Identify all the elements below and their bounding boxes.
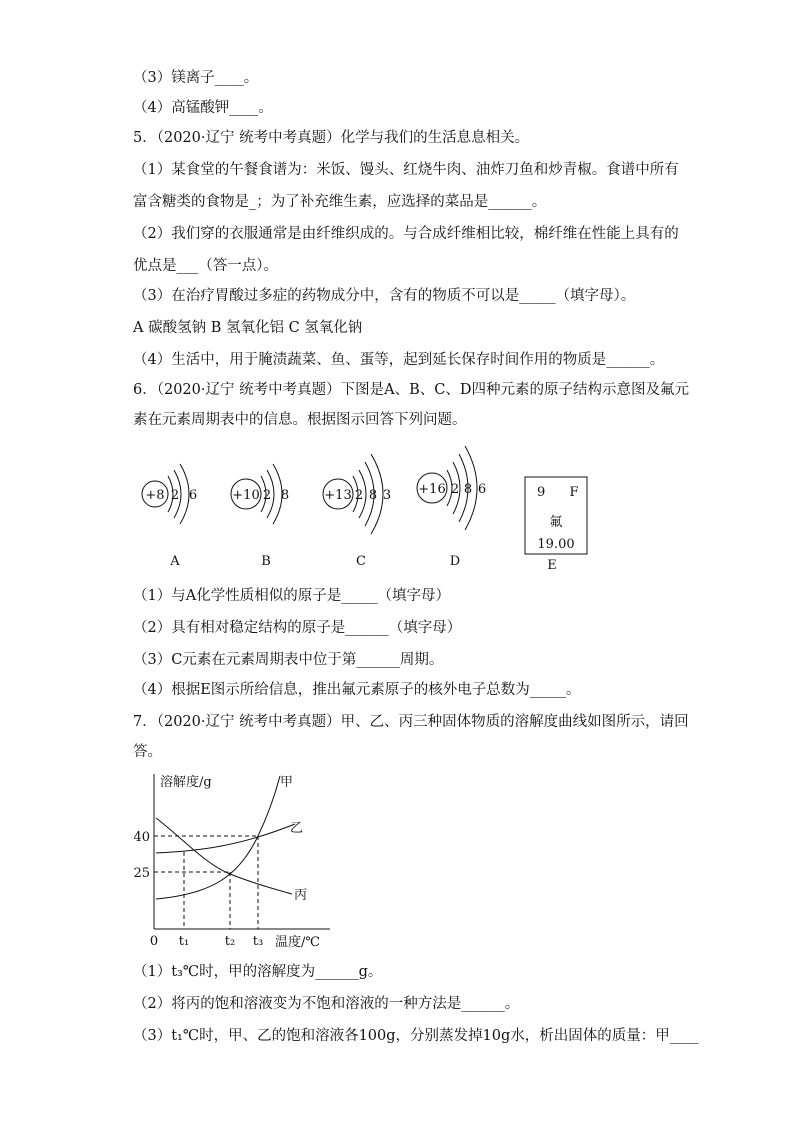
line-mg-ion: （3）镁离子____。 xyxy=(133,70,259,86)
shell-a-1: 2 xyxy=(170,488,180,503)
q5-1-line2: 富含糖类的食物是_；为了补充维生素，应选择的菜品是______。 xyxy=(133,194,547,210)
q6-3: （3）C元素在元素周期表中位于第______周期。 xyxy=(133,652,444,668)
atom-label-d: D xyxy=(449,554,461,569)
x-axis-label: 温度/℃ xyxy=(275,935,320,950)
shell-c-1: 2 xyxy=(354,488,364,503)
curve-jia xyxy=(156,776,280,899)
q7-title-line1: 7．（2020·辽宁 统考中考真题）甲、乙、丙三种固体物质的溶解度曲线如图所示，请回 xyxy=(133,714,689,730)
curve-yi xyxy=(156,824,295,853)
element-mass: 19.00 xyxy=(537,537,575,552)
line-kmno4: （4）高锰酸钾____。 xyxy=(133,100,273,116)
element-number: 9 xyxy=(537,485,546,500)
q6-2: （2）具有相对稳定结构的原子是______（填字母） xyxy=(133,620,462,636)
nucleus-c-charge: +13 xyxy=(324,488,352,503)
q5-title: 5．（2020·辽宁 统考中考真题）化学与我们的生活息息相关。 xyxy=(133,130,530,146)
shell-b-1: 2 xyxy=(262,488,272,503)
series-label-bing: 丙 xyxy=(294,888,308,903)
q5-2-line1: （2）我们穿的衣服通常是由纤维织成的。与合成纤维相比较，棉纤维在性能上具有的 xyxy=(133,226,679,242)
y-axis-label: 溶解度/g xyxy=(160,775,212,790)
nucleus-d-charge: +16 xyxy=(418,482,446,497)
shell-c-3: 3 xyxy=(382,488,392,503)
shell-d-3: 6 xyxy=(477,482,487,497)
series-label-yi: 乙 xyxy=(290,821,304,836)
element-name: 氟 xyxy=(549,515,563,530)
nucleus-a-charge: +8 xyxy=(145,488,165,503)
atom-label-b: B xyxy=(261,554,271,569)
atom-structure-diagrams xyxy=(130,440,600,580)
atom-label-c: C xyxy=(356,554,366,569)
y-tick-40: 40 xyxy=(133,830,150,845)
q7-3: （3）t₁℃时，甲、乙的饱和溶液各100g，分别蒸发掉10g水，析出固体的质量：甲____ xyxy=(133,1028,699,1044)
q6-4: （4）根据E图示所给信息，推出氟元素原子的核外电子总数为_____。 xyxy=(133,682,581,698)
q6-title-line2: 素在元素周期表中的信息。根据图示回答下列问题。 xyxy=(133,412,467,428)
nucleus-b-charge: +10 xyxy=(232,488,260,503)
q5-2-line2: 优点是___（答一点）。 xyxy=(133,258,278,274)
x-tick-t2: t₂ xyxy=(224,934,236,949)
q7-1: （1）t₃℃时，甲的溶解度为______g。 xyxy=(133,964,383,980)
q7-title-line2: 答。 xyxy=(133,744,162,760)
q5-3: （3）在治疗胃酸过多症的药物成分中，含有的物质不可以是_____（填字母）。 xyxy=(133,288,636,304)
shell-d-2: 8 xyxy=(463,482,473,497)
shell-c-2: 8 xyxy=(368,488,378,503)
atom-label-a: A xyxy=(170,554,180,569)
q5-1-line1: （1）某食堂的午餐食谱为：米饭、馒头、红烧牛肉、油炸刀鱼和炒青椒。食谱中所有 xyxy=(133,162,679,178)
element-card-label: E xyxy=(547,558,557,573)
q6-1: （1）与A化学性质相似的原子是_____（填字母） xyxy=(133,588,450,604)
x-tick-t3: t₃ xyxy=(252,934,264,949)
solubility-curve-chart xyxy=(130,766,340,956)
curve-bing xyxy=(156,818,292,894)
series-label-jia: 甲 xyxy=(280,775,294,790)
q5-4: （4）生活中，用于腌渍蔬菜、鱼、蛋等，起到延长保存时间作用的物质是______。 xyxy=(133,352,665,368)
shell-b-2: 8 xyxy=(280,488,290,503)
q5-3-options: A 碳酸氢钠 B 氢氧化铝 C 氢氧化钠 xyxy=(133,320,363,336)
element-symbol: F xyxy=(569,485,579,500)
x-tick-t1: t₁ xyxy=(178,934,190,949)
q7-2: （2）将丙的饱和溶液变为不饱和溶液的一种方法是______。 xyxy=(133,996,520,1012)
shell-a-2: 6 xyxy=(188,488,198,503)
q6-title-line1: 6．（2020·辽宁 统考中考真题）下图是A、B、C、D四种元素的原子结构示意图及氟元 xyxy=(133,382,689,398)
shell-d-1: 2 xyxy=(450,482,460,497)
origin-label: 0 xyxy=(149,934,159,949)
y-tick-25: 25 xyxy=(133,866,150,881)
